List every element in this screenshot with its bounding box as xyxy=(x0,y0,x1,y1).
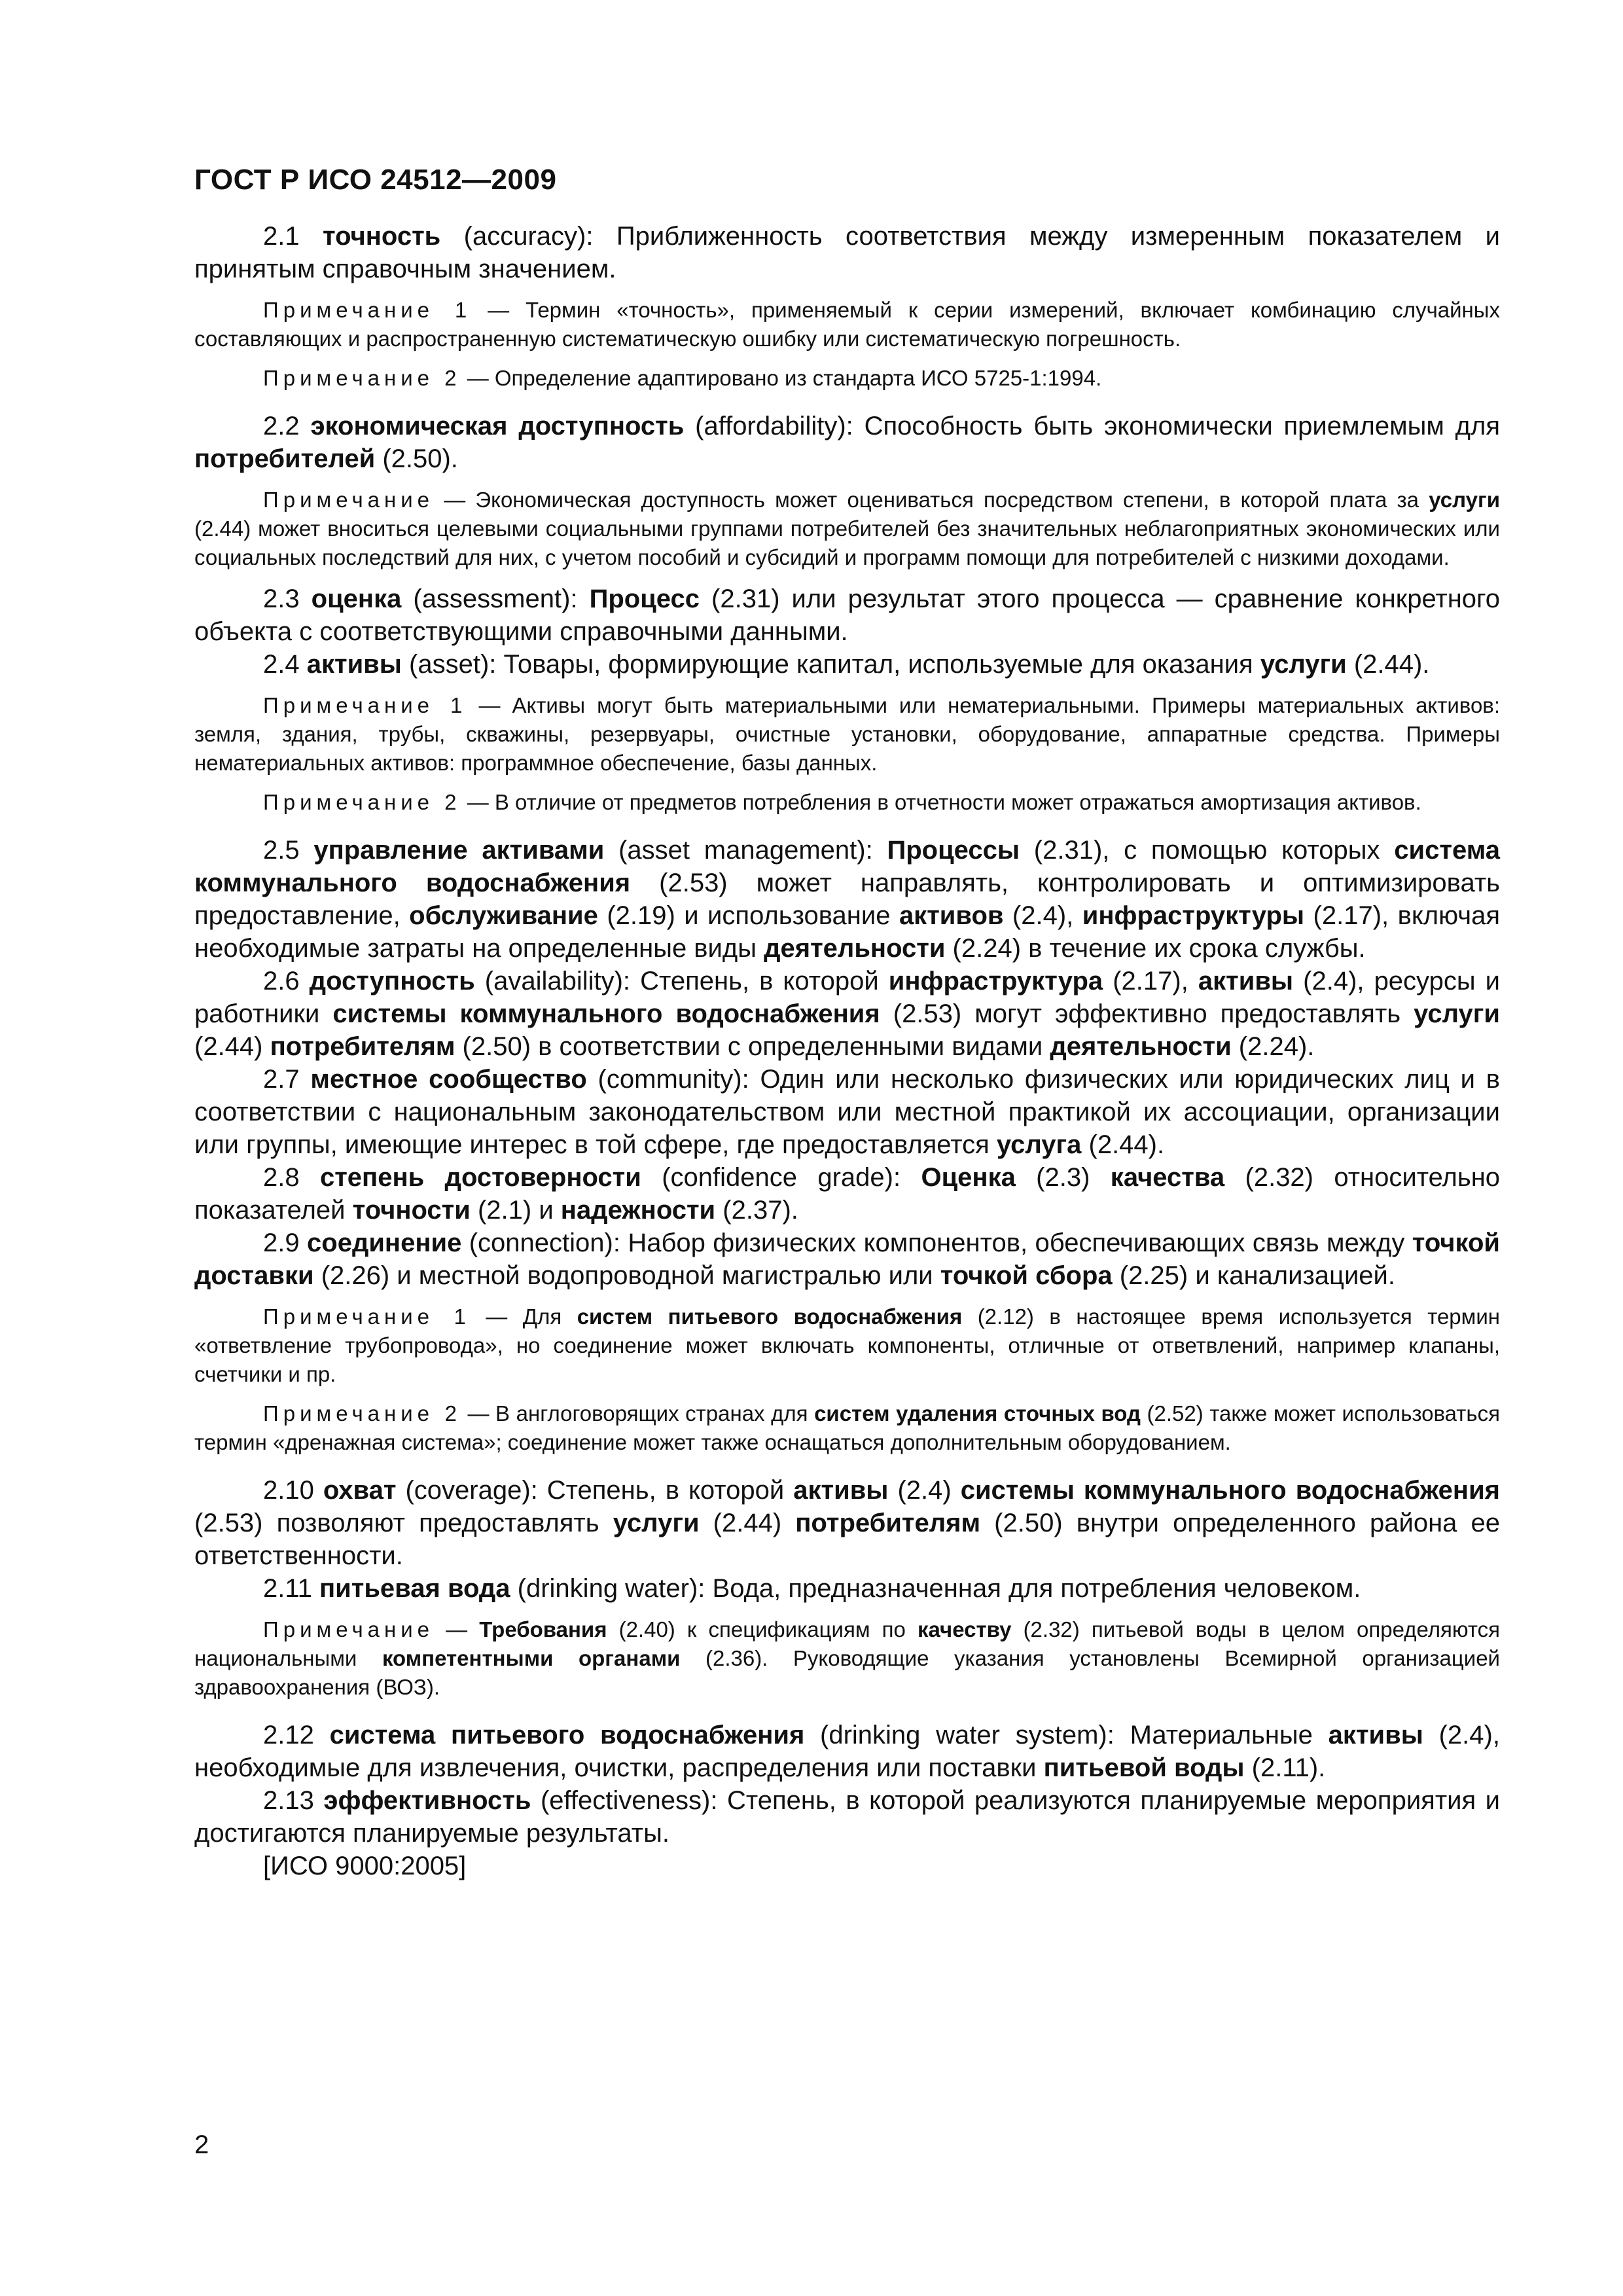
term-note: Примечание 2 — В отличие от предметов потребления в отчетности может отражаться амортизация активов. xyxy=(263,790,1421,814)
term-entry: 2.11 питьевая вода (drinking water): Вода, предназначенная для потребления человеком. xyxy=(263,1574,1361,1603)
term-note: Примечание 1 — Активы могут быть материальными или нематериальными. Примеры материальных активов: земля, здания, трубы, скважины, резервуары, очистные установки, оборудование, аппаратные средства. Примеры нематериальных активов: программное обеспечение, базы данных. xyxy=(194,693,1500,775)
term-entry: 2.10 охват (coverage): Степень, в которой активы (2.4) системы коммунального водоснабжения (2.53) позволяют предоставлять услуги (2.44) потребителям (2.50) внутри определенного района ее ответственности. xyxy=(194,1476,1500,1570)
term-entry: 2.5 управление активами (asset management): Процессы (2.31), с помощью которых система коммунального водоснабжения (2.53) может направлять, контролировать и оптимизировать предоставление, обслуживание (2.19) и использование активов (2.4), инфраструктуры (2.17), включая необходимые затраты на определенные виды деятельности (2.24) в течение их срока службы. xyxy=(194,836,1501,963)
page-number: 2 xyxy=(194,2130,209,2159)
document-page xyxy=(194,164,1500,1882)
term-entry: 2.9 соединение (connection): Набор физических компонентов, обеспечивающих связь между точкой доставки (2.26) и местной водопроводной магистралью или точкой сбора (2.25) и канализацией. xyxy=(194,1229,1500,1290)
term-note: Примечание 1 — Термин «точность», применяемый к серии измерений, включает комбинацию случайных составляющих и распространенную систематическую ошибку или систематическую погрешность. xyxy=(194,298,1500,351)
term-entry: 2.13 эффективность (effectiveness): Степень, в которой реализуются планируемые мероприятия и достигаются планируемые результаты. xyxy=(194,1786,1500,1848)
term-entry: 2.12 система питьевого водоснабжения (drinking water system): Материальные активы (2.4), необходимые для извлечения, очистки, распределения или поставки питьевой воды (2.11). xyxy=(194,1721,1500,1782)
term-note: Примечание 1 — Для систем питьевого водоснабжения (2.12) в настоящее время используется термин «ответвление трубопровода», но соединение может включать компоненты, отличные от ответвлений, например клапаны, счетчики и пр. xyxy=(194,1304,1501,1386)
term-note: Примечание 2 — Определение адаптировано из стандарта ИСО 5725-1:1994. xyxy=(263,366,1102,390)
term-entry: 2.6 доступность (availability): Степень, в которой инфраструктура (2.17), активы (2.4), ресурсы и работники системы коммунального водоснабжения (2.53) могут эффективно предоставлять услуги (2.44) потребителям (2.50) в соответствии с определенными видами деятельности (2.24). xyxy=(194,967,1501,1061)
reference: [ИСО 9000:2005] xyxy=(263,1852,467,1880)
document-header: ГОСТ Р ИСО 24512—2009 xyxy=(194,164,557,196)
term-entry: 2.3 оценка (assessment): Процесс (2.31) или результат этого процесса — сравнение конкретного объекта с соответствующими справочными данными. xyxy=(194,584,1501,646)
term-entry: 2.7 местное сообщество (community): Один или несколько физических или юридических лиц и в соответствии с национальным законодательством или местной практикой их ассоциации, организации или группы, имеющие интерес в той сфере, где предоставляется услуга (2.44). xyxy=(194,1065,1501,1159)
term-entry: 2.1 точность (accuracy): Приближенность соответствия между измеренным показателем и принятым справочным значением. xyxy=(194,222,1501,283)
term-note: Примечание — Требования (2.40) к спецификациям по качеству (2.32) питьевой воды в целом определяются национальными компетентными органами (2.36). Руководящие указания установлены Всемирной организацией здравоохранения (ВОЗ). xyxy=(194,1617,1501,1699)
term-note: Примечание — Экономическая доступность может оцениваться посредством степени, в которой плата за услуги (2.44) может вноситься целевыми социальными группами потребителей без значительных неблагоприятных экономических или социальных последствий для них, с учетом пособий и субсидий и программ помощи для потребителей с низкими доходами. xyxy=(194,488,1500,569)
term-note: Примечание 2 — В англоговорящих странах для систем удаления сточных вод (2.52) также может использоваться термин «дренажная система»; соединение может также оснащаться дополнительным оборудованием. xyxy=(194,1401,1500,1454)
term-entry: 2.8 степень достоверности (confidence grade): Оценка (2.3) качества (2.32) относительно показателей точности (2.1) и надежности (2.37). xyxy=(194,1163,1501,1225)
term-entry: 2.2 экономическая доступность (affordability): Способность быть экономически приемлемым для потребителей (2.50). xyxy=(194,412,1500,473)
term-entry: 2.4 активы (asset): Товары, формирующие капитал, используемые для оказания услуги (2.44). xyxy=(263,650,1430,679)
